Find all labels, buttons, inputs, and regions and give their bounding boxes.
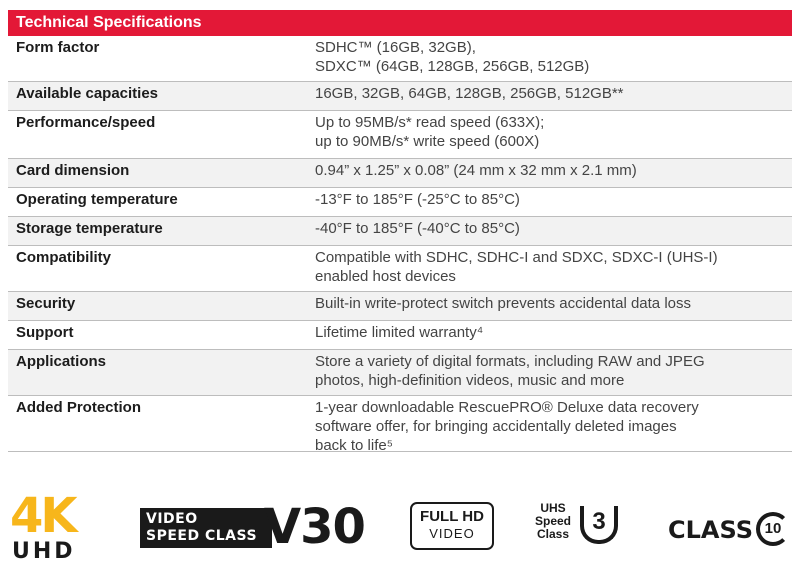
spec-row bbox=[8, 350, 792, 396]
uhs-speed-class-text: UHS Speed Class bbox=[534, 501, 571, 541]
full-hd-video-logo bbox=[410, 502, 494, 550]
spec-label: Compatibility bbox=[16, 249, 112, 266]
spec-row bbox=[8, 82, 792, 111]
spec-value: Store a variety of digital formats, including RAW and JPEG photos, high-definition videos, music and more bbox=[315, 353, 705, 389]
spec-row bbox=[8, 396, 792, 452]
spec-label: Operating temperature bbox=[16, 191, 178, 208]
spec-row bbox=[8, 36, 792, 82]
spec-rows bbox=[8, 36, 792, 452]
spec-value: Built-in write-protect switch prevents accidental data loss bbox=[315, 295, 691, 312]
spec-label: Added Protection bbox=[16, 399, 142, 416]
spec-label: Available capacities bbox=[16, 85, 159, 102]
video-text: VIDEO bbox=[429, 526, 475, 541]
class-10-ring: 10 bbox=[756, 512, 790, 546]
spec-row bbox=[8, 217, 792, 246]
spec-value: 16GB, 32GB, 64GB, 128GB, 256GB, 512GB** bbox=[315, 85, 624, 102]
spec-value: -40°F to 185°F (-40°C to 85°C) bbox=[315, 220, 520, 237]
spec-label: Performance/speed bbox=[16, 114, 156, 131]
spec-value: Lifetime limited warranty⁴ bbox=[315, 324, 484, 341]
spec-value: 1-year downloadable RescuePRO® Deluxe data recovery software offer, for bringing accidentally deleted images back to life⁵ bbox=[315, 399, 699, 454]
technical-specifications-table bbox=[8, 10, 792, 452]
spec-row bbox=[8, 188, 792, 217]
spec-row bbox=[8, 292, 792, 321]
spec-row bbox=[8, 321, 792, 350]
uhs-u3-mark: 3 bbox=[580, 506, 618, 544]
uhs-speed-class-logo bbox=[528, 502, 628, 558]
spec-label: Storage temperature bbox=[16, 220, 163, 237]
table-title: Technical Specifications bbox=[8, 10, 792, 36]
certification-logos bbox=[0, 484, 800, 571]
spec-label: Form factor bbox=[16, 39, 100, 56]
4k-text: 4K bbox=[10, 488, 75, 544]
spec-label: Card dimension bbox=[16, 162, 130, 179]
uhd-text: UHD bbox=[12, 539, 76, 564]
spec-row bbox=[8, 246, 792, 292]
spec-value: Up to 95MB/s* read speed (633X); up to 90MB/s* write speed (600X) bbox=[315, 114, 545, 150]
spec-label: Security bbox=[16, 295, 76, 312]
full-hd-text: FULL HD bbox=[420, 508, 484, 525]
spec-value: 0.94” x 1.25” x 0.08” (24 mm x 32 mm x 2.1 mm) bbox=[315, 162, 637, 179]
4k-uhd-logo bbox=[10, 488, 105, 567]
class-10-logo bbox=[668, 512, 793, 548]
class-text: CLASS bbox=[668, 516, 753, 544]
spec-row bbox=[8, 159, 792, 188]
video-speed-class-logo bbox=[140, 498, 365, 556]
spec-value: Compatible with SDHC, SDHC-I and SDXC, SDXC-I (UHS-I) enabled host devices bbox=[315, 249, 718, 285]
spec-value: SDHC™ (16GB, 32GB), SDXC™ (64GB, 128GB, 256GB, 512GB) bbox=[315, 39, 590, 75]
v30-mark: V30 bbox=[264, 499, 365, 555]
spec-row bbox=[8, 111, 792, 159]
spec-value: -13°F to 185°F (-25°C to 85°C) bbox=[315, 191, 520, 208]
spec-label: Support bbox=[16, 324, 74, 341]
video-speed-class-text: VIDEO SPEED CLASS bbox=[140, 508, 272, 548]
spec-label: Applications bbox=[16, 353, 107, 370]
